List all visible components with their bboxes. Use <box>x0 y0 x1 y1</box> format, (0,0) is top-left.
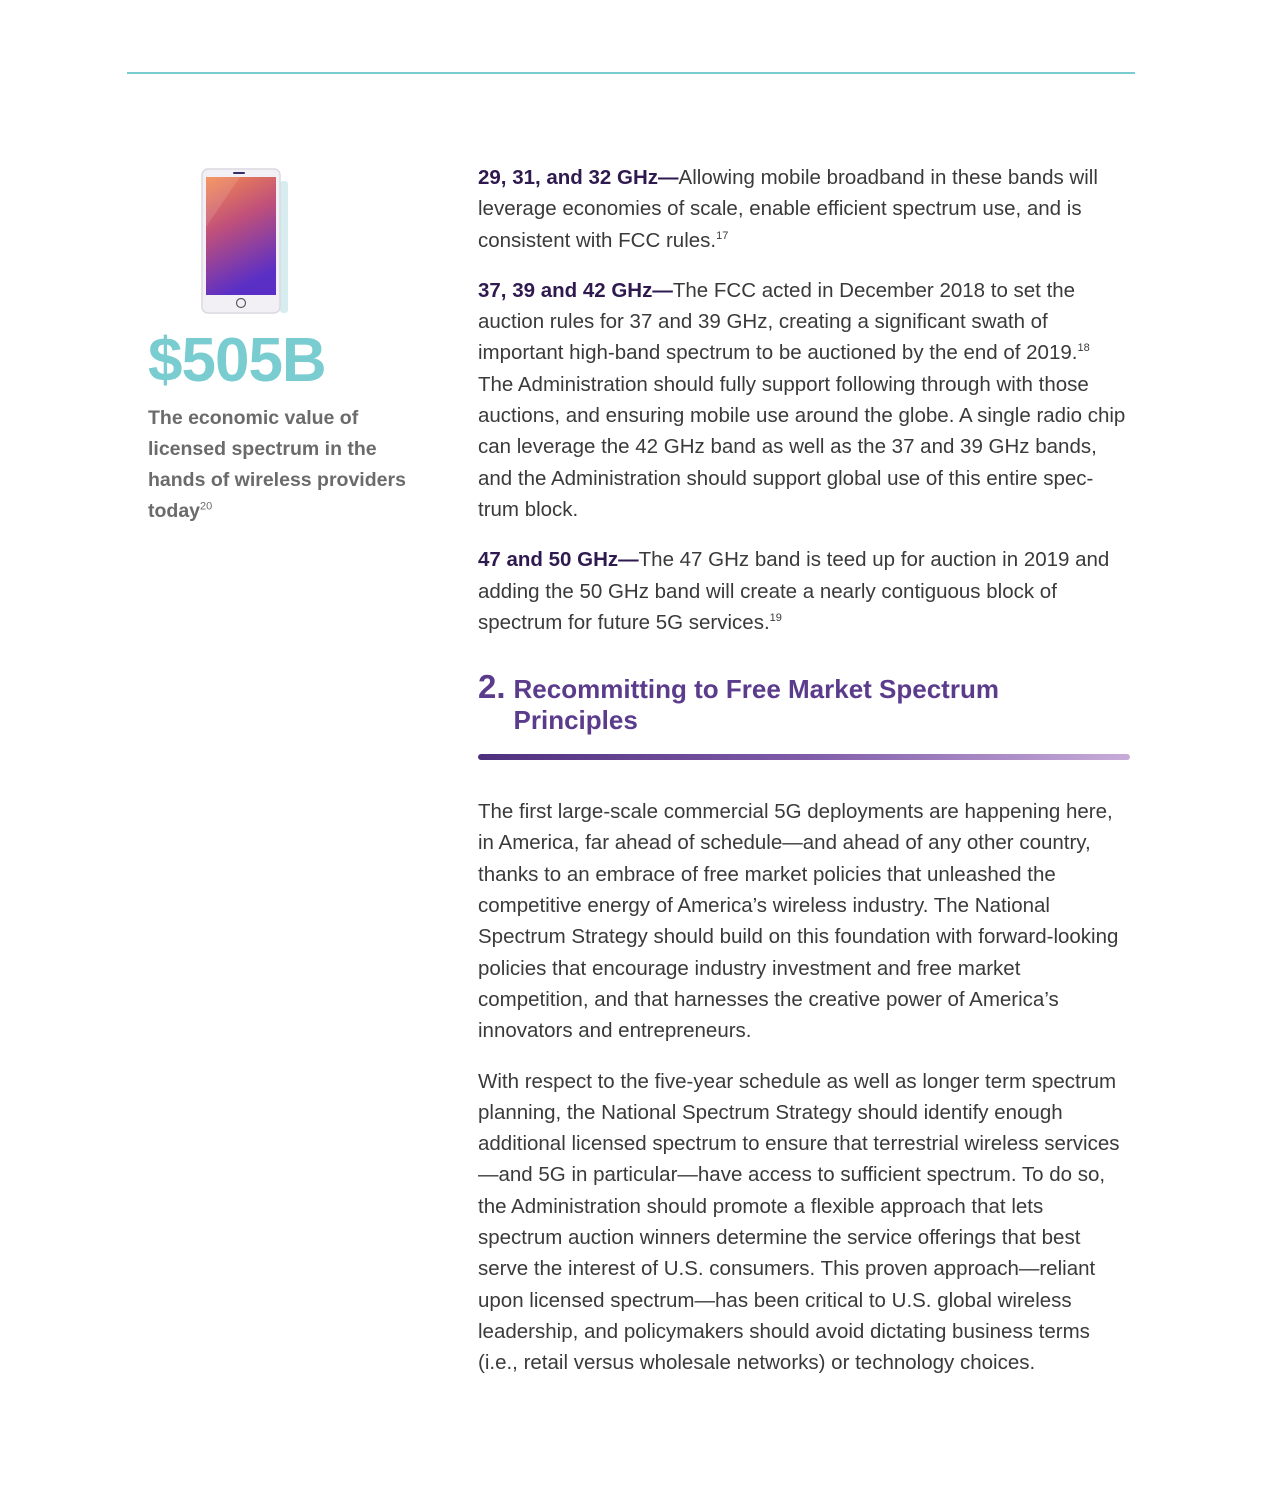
band-paragraph: 37, 39 and 42 GHz—The FCC acted in December 2018 to set the auction rules for 37 and 39 GHz, creating a significant swath of important high-band spectrum to be auctioned by the end of 2019.18 The Administration should fully support following through with those auctions, and ensuring mobile use around the globe. A single radio chip can leverage the 42 GHz band as well as the 37 and 39 GHz bands, and the Administration should support global use of this entire spec-trum block. <box>478 278 1126 521</box>
footnote-ref: 17 <box>716 229 729 242</box>
band-paragraph: 29, 31, and 32 GHz—Allowing mobile broadband in these bands will leverage economies of scale, enable efficient spectrum use, and is consistent with FCC rules.$^{17}$ <box>478 166 1098 252</box>
heading-underline <box>478 754 1130 760</box>
section-number: 2. <box>478 668 506 706</box>
band-lead: 47 and 50 GHz— <box>478 548 639 572</box>
section-title: Recommitting to Free Market Spectrum Principles <box>513 674 999 736</box>
band-lead: 29, 31, and 32 GHz— <box>478 166 679 189</box>
body-paragraph: The first large-scale commercial 5G deployments are happening here, in America, far ahead of schedule—and ahead of any other country, thanks to an embrace of free market policies that unleashed the competitive energy of America’s wireless industry. The National Spectrum Strategy should build on this foundation with forward-looking policies that encourage industry investment and free market competition, and that harnesses the creative power of America’s innovators and entrepreneurs. <box>478 800 1119 1043</box>
stat-value: $505B <box>148 326 326 395</box>
top-rule <box>127 72 1135 74</box>
band-lead: 37, 39 and 42 GHz— <box>478 278 673 302</box>
footnote-ref: 18 <box>1077 342 1090 355</box>
main-column <box>478 162 1130 1398</box>
band-paragraph: 47 and 50 GHz—The 47 GHz band is teed up for auction in 2019 and adding the 50 GHz band will create a nearly contiguous block of spectrum for future 5G services.$^{19}$ <box>478 548 1110 634</box>
footnote-ref: 20 <box>200 500 213 513</box>
stat-caption: The economic value of licensed spectrum in the hands of wireless providers today$^{20}$ <box>148 407 406 522</box>
section-heading <box>478 668 1130 736</box>
smartphone-icon <box>200 167 292 317</box>
footnote-ref: 19 <box>769 612 782 625</box>
body-paragraph: With respect to the five-year schedule as well as longer term spectrum planning, the National Spectrum Strategy should identify enough additional licensed spectrum to ensure that terrestrial wireless services—and 5G in particular—have access to sufficient spectrum. To do so, the Administration should promote a flexible approach that lets spectrum auction winners determine the service offerings that best serve the interest of U.S. consumers. This proven approach—reliant upon licensed spectrum—has been critical to U.S. global wireless leadership, and policymakers should avoid dictating business terms (i.e., retail versus wholesale networks) or technology choices. <box>478 1069 1120 1375</box>
